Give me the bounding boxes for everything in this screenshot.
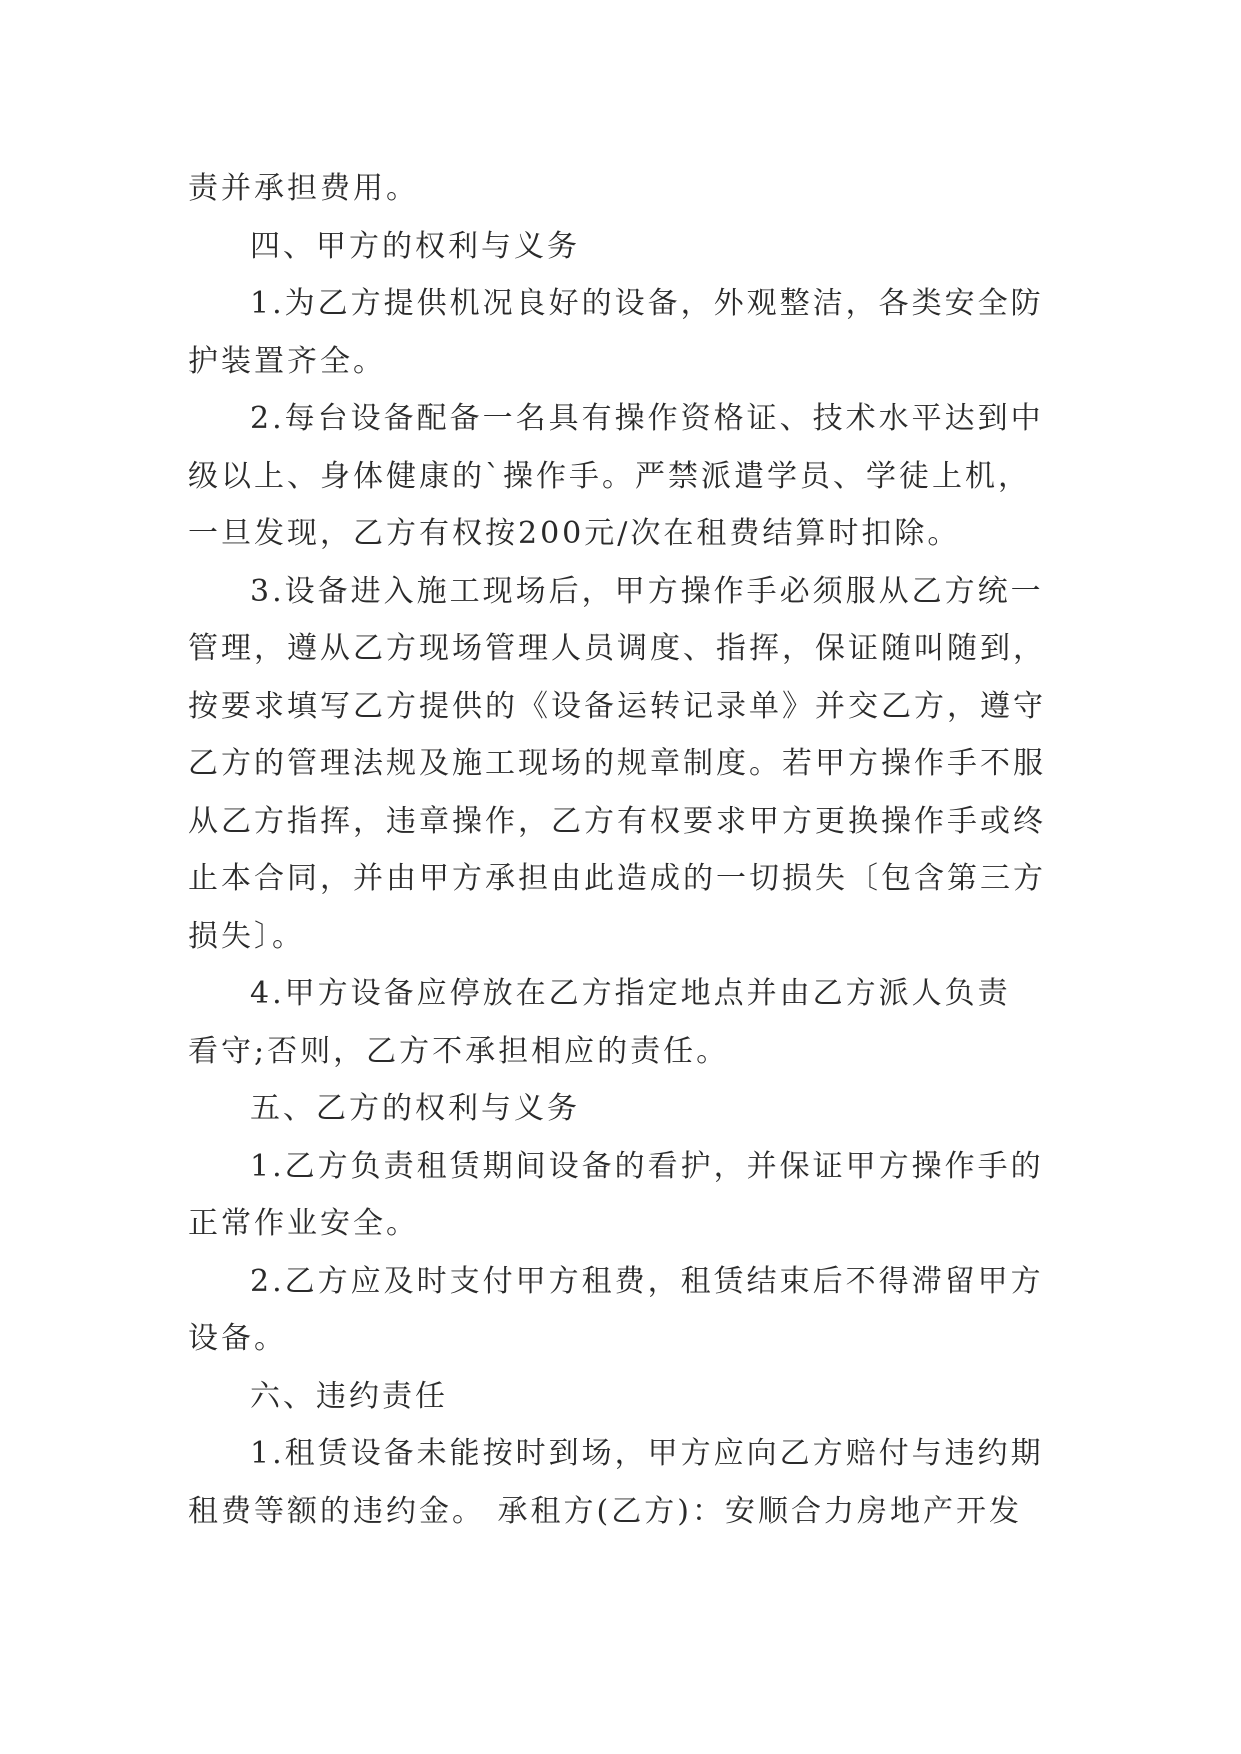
text-line: 正常作业安全。 <box>188 1206 419 1241</box>
text-line: 3.设备进入施工现场后，甲方操作手必须服从乙方统一 <box>250 573 1044 609</box>
text-line: 按要求填写乙方提供的《设备运转记录单》并交乙方，遵守 <box>188 688 1046 724</box>
text-line: 租费等额的违约金。 承租方(乙方)：安顺合力房地产开发 <box>188 1493 1022 1529</box>
text-line: 1.租赁设备未能按时到场，甲方应向乙方赔付与违约期 <box>250 1436 1044 1471</box>
text-line: 损失〕。 <box>188 918 305 954</box>
text-line: 4.甲方设备应停放在乙方指定地点并由乙方派人负责 <box>250 976 1011 1011</box>
text-line: 2.乙方应及时支付甲方租费，租赁结束后不得滞留甲方 <box>250 1263 1044 1299</box>
text-line: 2.每台设备配备一名具有操作资格证、技术水平达到中 <box>250 401 1044 436</box>
text-line: 一旦发现，乙方有权按200元/次在租费结算时扣除。 <box>188 516 961 551</box>
text-line: 止本合同，并由甲方承担由此造成的一切损失〔包含第三方 <box>188 861 1046 896</box>
text-line: 设备。 <box>188 1321 287 1356</box>
text-line: 级以上、身体健康的`操作手。严禁派遣学员、学徒上机， <box>188 458 1031 494</box>
text-line: 护装置齐全。 <box>188 343 386 379</box>
text-line: 管理，遵从乙方现场管理人员调度、指挥，保证随叫随到， <box>188 631 1046 666</box>
text-line: 1.为乙方提供机况良好的设备，外观整洁，各类安全防 <box>250 286 1044 321</box>
document-body <box>188 160 1068 1540</box>
text-line: 从乙方指挥，违章操作，乙方有权要求甲方更换操作手或终 <box>188 803 1046 839</box>
text-line: 责并承担费用。 <box>188 171 419 206</box>
text-line: 看守;否则，乙方不承担相应的责任。 <box>188 1033 730 1069</box>
section-heading: 五、乙方的权利与义务 <box>250 1091 580 1126</box>
section-heading: 六、违约责任 <box>250 1378 448 1414</box>
text-line: 1.乙方负责租赁期间设备的看护，并保证甲方操作手的 <box>250 1148 1044 1184</box>
text-line: 乙方的管理法规及施工现场的规章制度。若甲方操作手不服 <box>188 746 1046 781</box>
section-heading: 四、甲方的权利与义务 <box>250 228 580 264</box>
